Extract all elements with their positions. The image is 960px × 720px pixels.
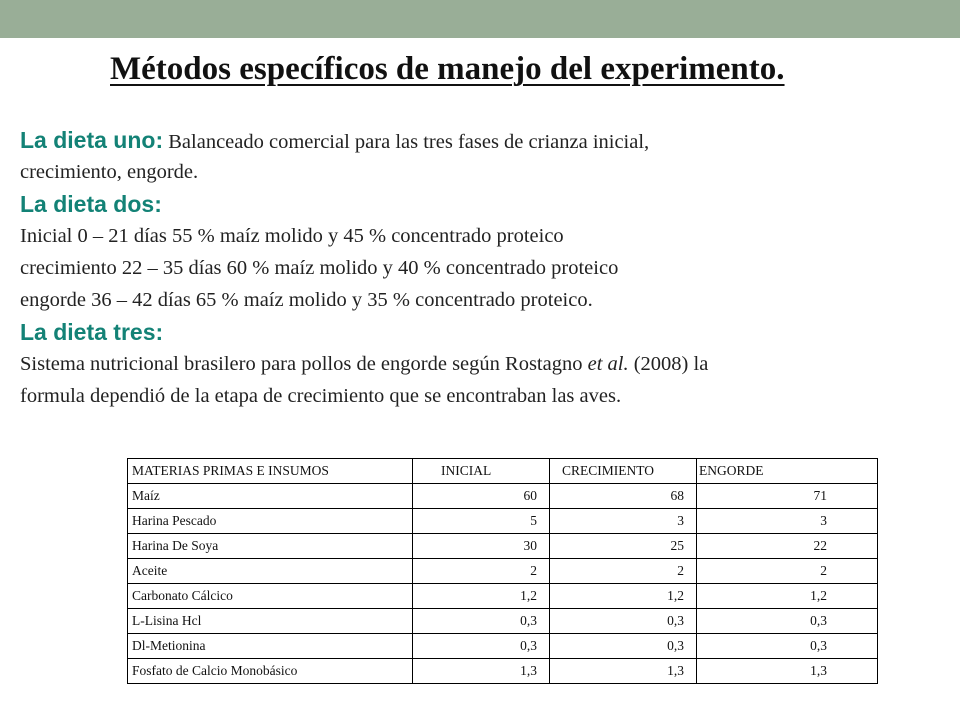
ingredient-name-cell: Harina Pescado bbox=[128, 509, 413, 534]
diet3-line1-italic: et al. bbox=[587, 353, 629, 375]
value-cell: 2 bbox=[550, 559, 697, 584]
value-cell: 3 bbox=[550, 509, 697, 534]
column-header: ENGORDE bbox=[697, 459, 878, 484]
diet3-line2: formula dependió de la etapa de crecimiento que se encontraban las aves. bbox=[20, 385, 622, 407]
ingredient-name-cell: Harina De Soya bbox=[128, 534, 413, 559]
column-header: INICIAL bbox=[413, 459, 550, 484]
value-cell: 25 bbox=[550, 534, 697, 559]
value-cell: 2 bbox=[413, 559, 550, 584]
top-banner bbox=[0, 0, 960, 38]
content-body bbox=[20, 124, 950, 412]
value-cell: 2 bbox=[697, 559, 878, 584]
value-cell: 0,3 bbox=[697, 609, 878, 634]
value-cell: 0,3 bbox=[550, 609, 697, 634]
diet2-line: crecimiento 22 – 35 días 60 % maíz molido y 40 % concentrado proteico bbox=[20, 257, 619, 279]
table-row bbox=[128, 609, 878, 634]
value-cell: 5 bbox=[413, 509, 550, 534]
diet3-line1 bbox=[20, 348, 950, 380]
value-cell: 30 bbox=[413, 534, 550, 559]
page-title: Métodos específicos de manejo del experimento. bbox=[110, 51, 785, 87]
diet2-line: Inicial 0 – 21 días 55 % maíz molido y 45 % concentrado proteico bbox=[20, 225, 564, 247]
table-row bbox=[128, 659, 878, 684]
value-cell: 0,3 bbox=[413, 634, 550, 659]
diet3-line1-pre: Sistema nutricional brasilero para pollos de engorde según Rostagno bbox=[20, 353, 588, 375]
table-row bbox=[128, 584, 878, 609]
value-cell: 1,2 bbox=[550, 584, 697, 609]
table-header-row bbox=[128, 459, 878, 484]
value-cell: 22 bbox=[697, 534, 878, 559]
value-cell: 1,3 bbox=[550, 659, 697, 684]
value-cell: 1,2 bbox=[413, 584, 550, 609]
ingredient-name-cell: Carbonato Cálcico bbox=[128, 584, 413, 609]
diet1-line2: crecimiento, engorde. bbox=[20, 161, 199, 183]
diet3-label: La dieta tres: bbox=[20, 319, 164, 345]
ingredient-name-cell: Aceite bbox=[128, 559, 413, 584]
value-cell: 68 bbox=[550, 484, 697, 509]
value-cell: 3 bbox=[697, 509, 878, 534]
diet3-line1-post: (2008) la bbox=[628, 353, 709, 375]
ingredient-name-cell: Maíz bbox=[128, 484, 413, 509]
ingredient-name-cell: Fosfato de Calcio Monobásico bbox=[128, 659, 413, 684]
diet1-label: La dieta uno: bbox=[20, 127, 164, 153]
value-cell: 0,3 bbox=[697, 634, 878, 659]
table-row bbox=[128, 509, 878, 534]
table-row bbox=[128, 484, 878, 509]
diet2-label: La dieta dos: bbox=[20, 191, 162, 217]
column-header: MATERIAS PRIMAS E INSUMOS bbox=[128, 459, 413, 484]
ingredient-name-cell: L-Lisina Hcl bbox=[128, 609, 413, 634]
table-row bbox=[128, 634, 878, 659]
diet1-text-a: Balanceado comercial para las tres fases de crianza inicial, bbox=[163, 131, 650, 153]
diet1-line1 bbox=[20, 124, 950, 156]
value-cell: 0,3 bbox=[413, 609, 550, 634]
diet2-line: engorde 36 – 42 días 65 % maíz molido y 35 % concentrado proteico. bbox=[20, 289, 593, 311]
ingredient-name-cell: Dl-Metionina bbox=[128, 634, 413, 659]
column-header: CRECIMIENTO bbox=[550, 459, 697, 484]
value-cell: 0,3 bbox=[550, 634, 697, 659]
table-row bbox=[128, 559, 878, 584]
value-cell: 1,3 bbox=[697, 659, 878, 684]
value-cell: 1,2 bbox=[697, 584, 878, 609]
table-row bbox=[128, 534, 878, 559]
value-cell: 1,3 bbox=[413, 659, 550, 684]
ingredients-table bbox=[127, 458, 878, 684]
value-cell: 71 bbox=[697, 484, 878, 509]
value-cell: 60 bbox=[413, 484, 550, 509]
